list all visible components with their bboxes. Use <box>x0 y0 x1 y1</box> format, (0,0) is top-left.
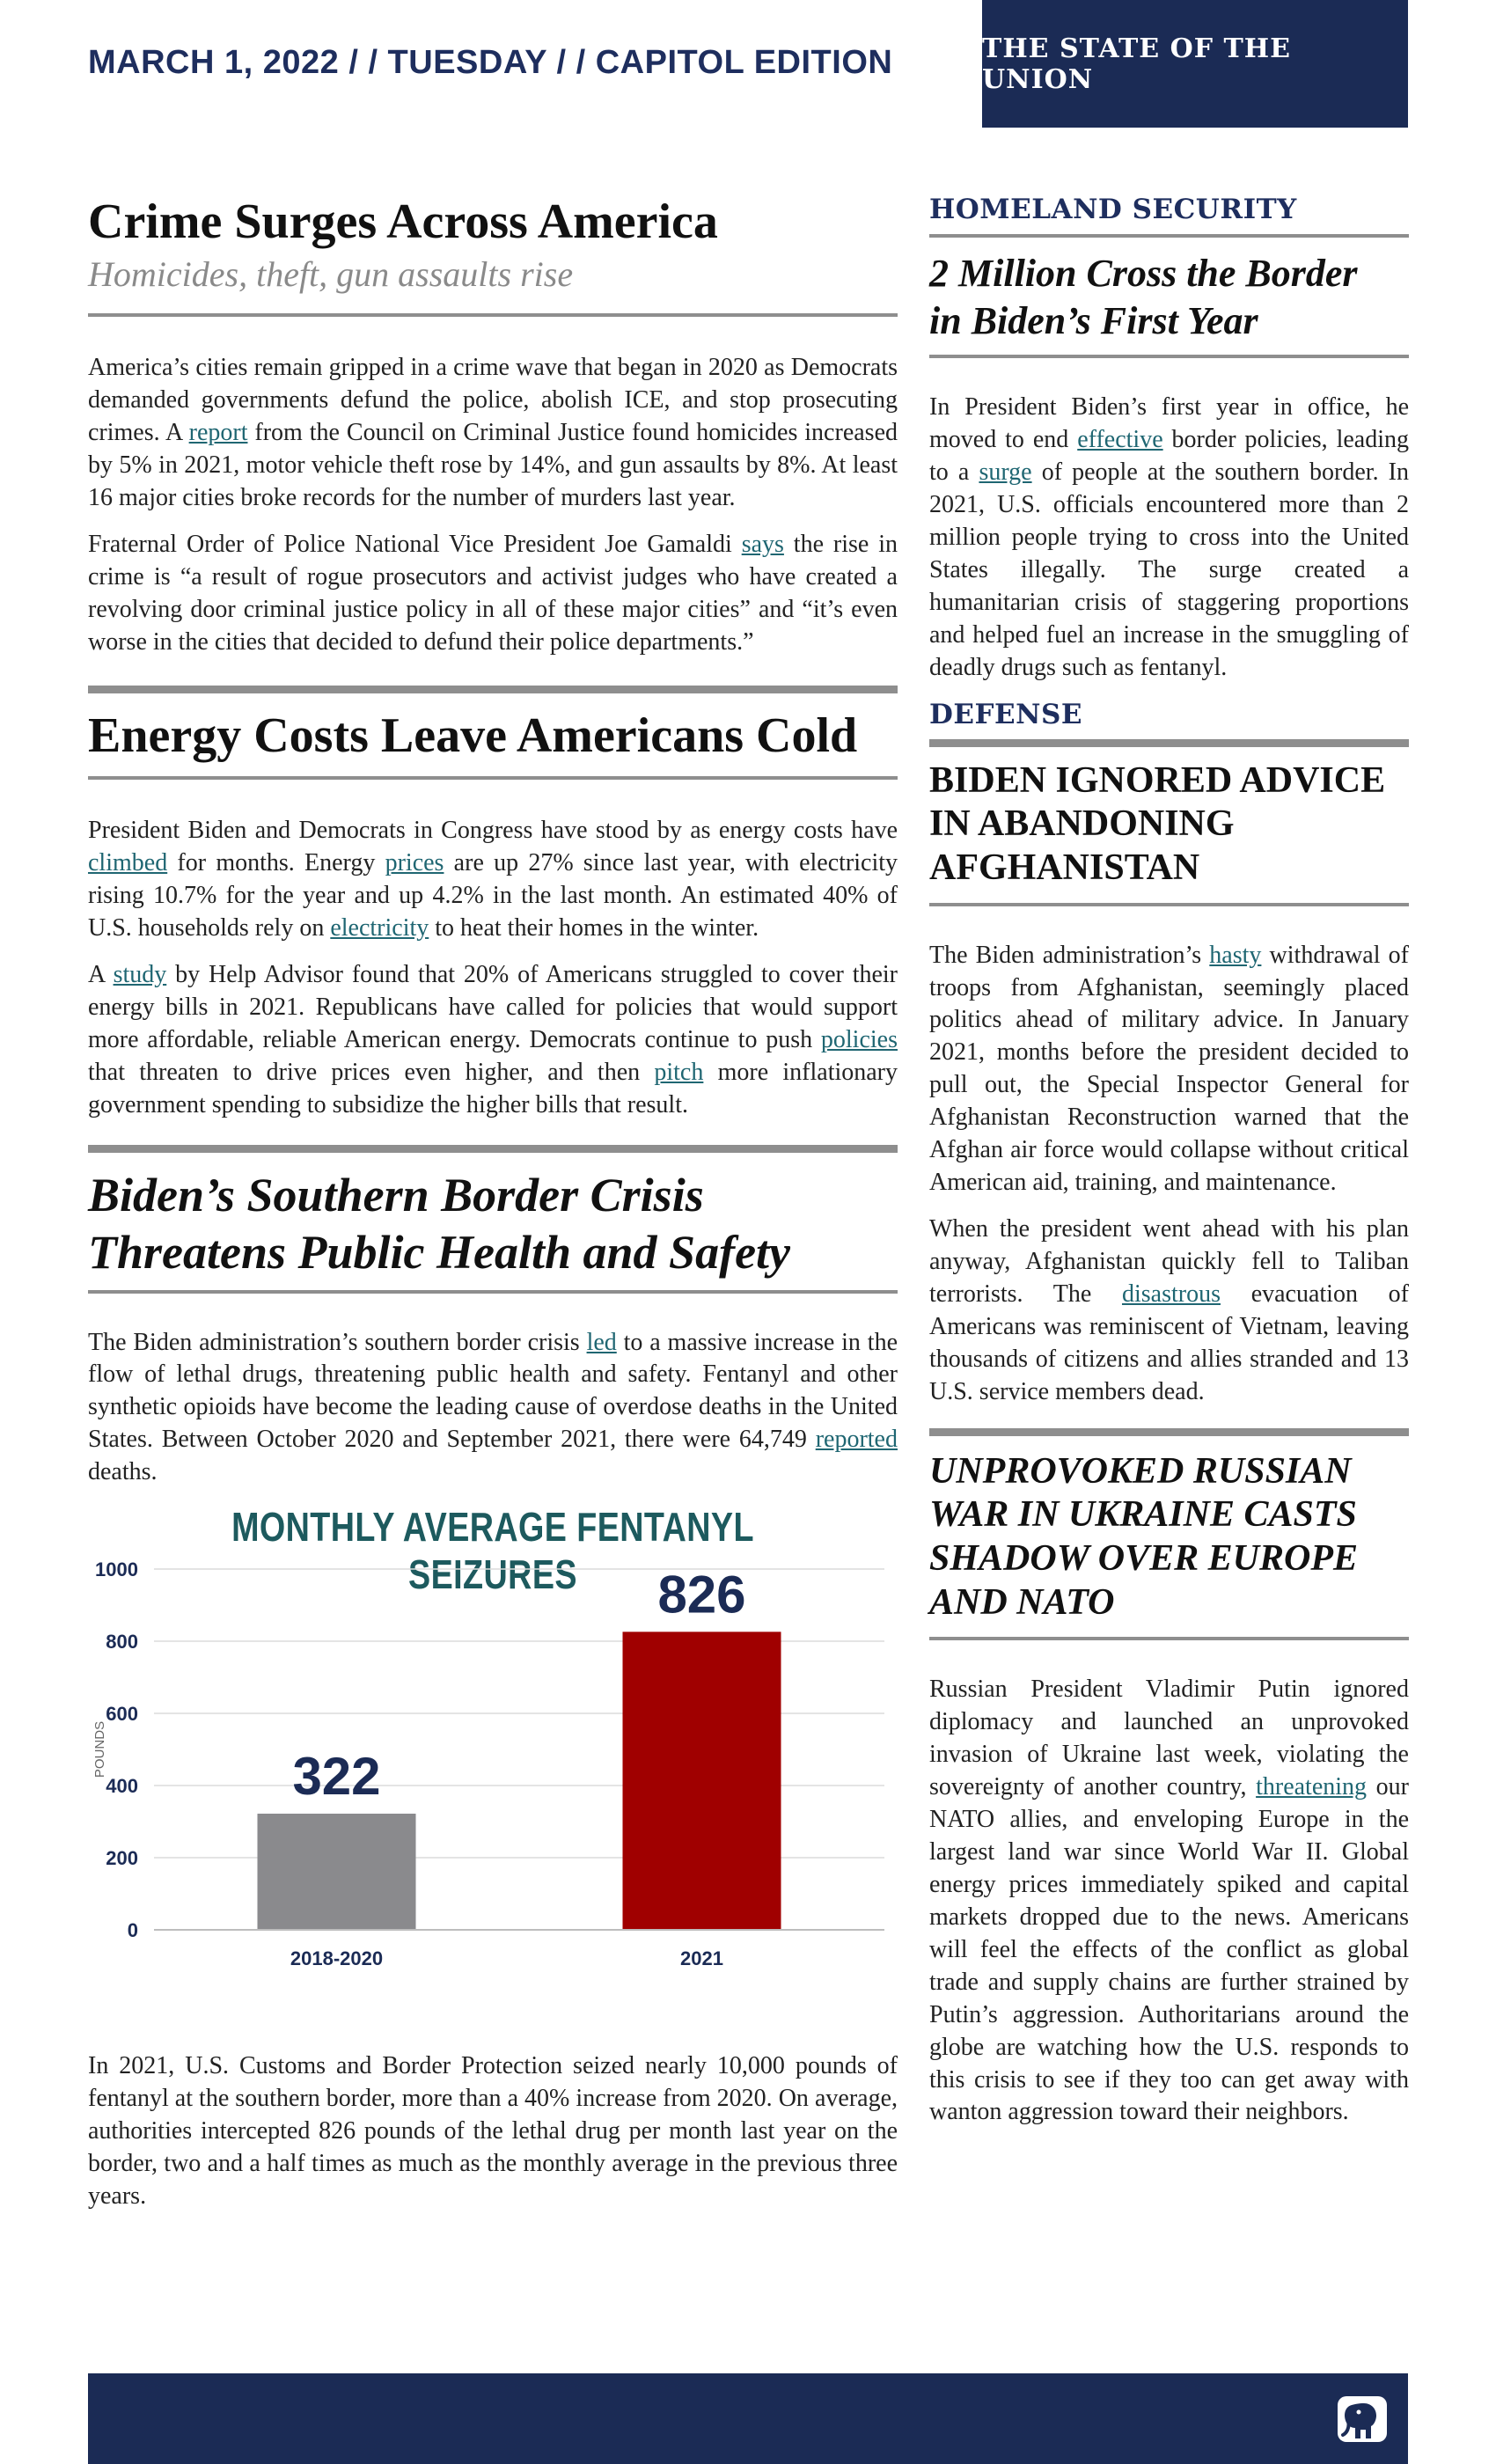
text: border policies, leading to a <box>929 426 1409 487</box>
paragraph <box>929 1674 1409 2129</box>
hasty-link[interactable]: hasty <box>1209 941 1262 969</box>
text: to a massive increase in the flow of lethal drugs, threatening public health and safety. Fentanyl and other synthetic opioids have become the leading cause of overdose deaths in the United States. Between October 2020 and September 2021, there were 64,749 <box>88 1328 898 1454</box>
defense-article <box>929 699 1409 1409</box>
headline-line: UNPROVOKED RUSSIAN <box>929 1450 1352 1492</box>
energy-body <box>88 815 898 1122</box>
divider <box>929 355 1409 358</box>
text: When the president went ahead with his plan anyway, Afghanistan quickly fell to Taliban terrorists. The <box>929 1215 1409 1309</box>
data-label: 322 <box>292 1747 381 1807</box>
text: The Biden administration’s <box>929 941 1210 969</box>
climbed-link[interactable]: climbed <box>88 849 168 877</box>
paragraph <box>88 529 898 659</box>
divider <box>88 313 898 317</box>
text: from the Council on Criminal Justice found homicides increased by 5% in 2021, motor vehicle theft rose by 14%, and gun assaults by 8%. At least 16 major cities broke records for the number of murders last year. <box>88 419 898 512</box>
divider <box>88 686 898 693</box>
data-label: 826 <box>657 1565 746 1624</box>
divider <box>929 1637 1409 1640</box>
study-link[interactable]: study <box>113 961 167 989</box>
x-tick-label: 2021 <box>680 1947 723 1970</box>
text: for months. Energy <box>167 849 385 877</box>
headline-line: WAR IN UKRAINE CASTS <box>929 1494 1357 1536</box>
defense-body <box>929 940 1409 1409</box>
headline-line: Biden’s Southern Border Crisis <box>88 1168 704 1221</box>
masthead: THE STATE OF THE UNION <box>982 0 1408 128</box>
x-tick-label: 2018-2020 <box>290 1947 384 1970</box>
border-headline <box>88 1167 898 1281</box>
right-column <box>929 176 1409 2143</box>
text: In President Biden’s first year in office, he moved to end <box>929 393 1409 454</box>
headline-line: in Biden’s First Year <box>929 298 1258 342</box>
y-tick-label: 400 <box>106 1775 138 1798</box>
bar <box>623 1632 781 1931</box>
divider <box>88 1290 898 1294</box>
border-article <box>88 1167 898 2213</box>
divider <box>929 903 1409 906</box>
says-link[interactable]: says <box>741 531 784 559</box>
divider <box>88 776 898 780</box>
border-body <box>88 1327 898 1490</box>
headline-line: Threatens Public Health and Safety <box>88 1225 791 1279</box>
chart-title: MONTHLY AVERAGE FENTANYL SEIZURES <box>231 1504 754 1598</box>
threatening-link[interactable]: threatening <box>1256 1772 1368 1800</box>
dateline: MARCH 1, 2022 / / TUESDAY / / CAPITOL EDITION <box>88 44 893 81</box>
ukraine-article <box>929 1450 1409 2130</box>
paragraph <box>88 959 898 1122</box>
section-label-homeland: HOMELAND SECURITY <box>929 194 1297 225</box>
headline-line: AFGHANISTAN <box>929 847 1200 889</box>
footer-bar <box>88 2373 1408 2464</box>
homeland-headline <box>929 250 1409 344</box>
text: of people at the southern border. In 2021, U.S. officials encountered more than 2 million people trying to cross into the United States illegally. The surge created a humanitarian crisis of staggering proportions and helped fuel an increase in the smuggling of deadly drugs such as fentanyl. <box>929 458 1410 681</box>
text: Russian President Vladimir Putin ignored diplomacy and launched an unprovoked invasion of Ukraine last week, violating the sovereignty of another country, <box>929 1676 1409 1800</box>
headline-line: AND NATO <box>929 1581 1115 1623</box>
headline-line: SHADOW OVER EUROPE <box>929 1538 1359 1579</box>
y-tick-label: 600 <box>106 1703 138 1726</box>
paragraph <box>88 352 898 515</box>
ukraine-body <box>929 1674 1409 2129</box>
headline-line: 2 Million Cross the Border <box>929 252 1358 295</box>
policies-link[interactable]: policies <box>820 1026 898 1054</box>
paragraph <box>929 1214 1409 1409</box>
y-tick-label: 800 <box>106 1631 138 1654</box>
text: by Help Advisor found that 20% of Americans struggled to cover their energy bills in 2021. Republicans have called for policies that would support more affordable, reliable American energy. Democrats continue to push <box>88 961 898 1054</box>
text: The Biden administration’s southern border crisis <box>88 1328 587 1356</box>
headline-line: IN ABANDONING <box>929 803 1235 845</box>
energy-article <box>88 708 898 1122</box>
text: to heat their homes in the winter. <box>429 914 759 942</box>
energy-headline: Energy Costs Leave Americans Cold <box>88 708 858 763</box>
text: are up 27% since last year, with electricity rising 10.7% for the year and up 4.2% in the last month. An estimated 40% of U.S. households rely on <box>88 849 898 942</box>
divider <box>88 1145 898 1153</box>
text: deaths. <box>88 1458 158 1486</box>
paragraph: In 2021, U.S. Customs and Border Protection seized nearly 10,000 pounds of fentanyl at the southern border, more than a 40% increase from 2020. On average, authorities intercepted 826 pounds of the lethal drug per month last year on the border, two and a half times as much as the monthly average in the previous three years. <box>88 2052 898 2211</box>
electricity-link[interactable]: electricity <box>330 914 429 942</box>
crime-subheadline: Homicides, theft, gun assaults rise <box>88 254 574 295</box>
text: more inflationary government spending to subsidize the higher bills that result. <box>88 1059 898 1118</box>
text: withdrawal of troops from Afghanistan, seemingly placed politics ahead of military advice. In January 2021, months before the president decided to pull out, the Special Inspector General for Afghanistan Reconstruction warned that the Afghan air force would collapse without critical American aid, training, and maintenance. <box>929 941 1409 1197</box>
defense-headline <box>929 759 1409 891</box>
y-tick-label: 0 <box>127 1919 138 1942</box>
bar <box>258 1814 416 1930</box>
paragraph <box>88 1327 898 1490</box>
text: that threaten to drive prices even higher, and then <box>88 1059 655 1087</box>
text: our NATO allies, and enveloping Europe in the largest land war since World War II. Global energy prices immediately spiked and capital markets dropped due to the news. Americans will feel the effects of the conflict as global trade and supply chains are further strained by Putin’s aggression. Authoritarians around the globe are watching how the U.S. responds to this crisis to see if they too can get away with wanton aggression toward their neighbors. <box>929 1772 1409 2126</box>
text: President Biden and Democrats in Congress have stood by as energy costs have <box>88 817 898 845</box>
homeland-article <box>929 194 1409 685</box>
left-column <box>88 176 898 2227</box>
paragraph <box>929 940 1409 1200</box>
text: A <box>88 961 114 989</box>
crime-body <box>88 352 898 659</box>
text: the rise in crime is “a result of rogue prosecutors and activist judges who have created a revolving door criminal justice policy in all of these major cities” and “it’s even worse in the cities that decided to defund their police departments.” <box>88 531 898 656</box>
divider <box>929 1428 1409 1436</box>
y-tick-label: 200 <box>106 1847 138 1870</box>
prices-link[interactable]: prices <box>385 849 444 877</box>
report-link[interactable]: report <box>188 419 248 447</box>
divider <box>929 739 1409 747</box>
y-tick-label: 1000 <box>95 1558 138 1581</box>
crime-article <box>88 194 898 659</box>
surge-link[interactable]: surge <box>979 458 1032 487</box>
elephant-logo-icon <box>1336 2393 1389 2446</box>
disastrous-link[interactable]: disastrous <box>1121 1280 1221 1309</box>
paragraph <box>88 815 898 945</box>
reported-link[interactable]: reported <box>815 1426 898 1454</box>
text: America’s cities remain gripped in a crime wave that began in 2020 as Democrats demanded governments defund the police, abolish ICE, and stop prosecuting crimes. A <box>88 354 898 447</box>
text: Fraternal Order of Police National Vice President Joe Gamaldi <box>88 531 742 559</box>
homeland-body <box>929 392 1409 685</box>
pitch-link[interactable]: pitch <box>654 1059 704 1087</box>
effective-link[interactable]: effective <box>1077 426 1163 454</box>
ukraine-headline <box>929 1450 1409 1624</box>
paragraph <box>929 392 1409 685</box>
divider <box>929 234 1409 238</box>
fentanyl-chart <box>88 1503 898 2031</box>
chart-plot <box>88 1503 898 2031</box>
section-label-defense: DEFENSE <box>929 698 1082 730</box>
text: evacuation of Americans was reminiscent of Vietnam, leaving thousands of citizens and allies stranded and 13 U.S. service members dead. <box>929 1280 1409 1405</box>
y-axis-label: POUNDS <box>92 1721 107 1778</box>
led-link[interactable]: led <box>586 1328 617 1356</box>
headline-line: BIDEN IGNORED ADVICE <box>929 759 1386 801</box>
crime-headline: Crime Surges Across America <box>88 194 718 249</box>
border-body-2 <box>88 2050 898 2213</box>
